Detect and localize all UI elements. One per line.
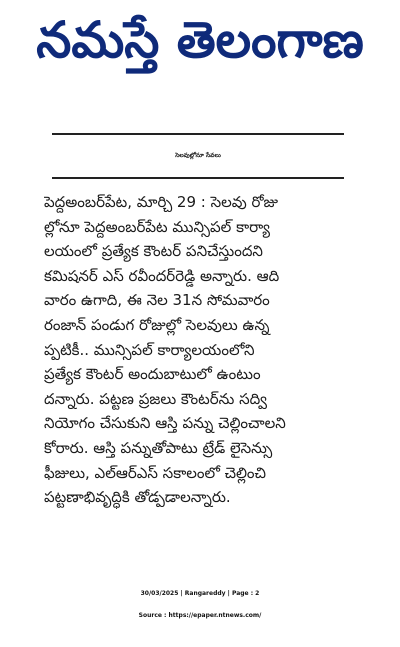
article-line: కోరారు. ఆస్తి పన్నుతోపాటు ట్రేడ్ లైసెన్సు	[44, 438, 273, 457]
article-line: ఫీజులు, ఎల్‌ఆర్‌ఎస్ సకాలంలో చెల్లించి	[44, 463, 267, 482]
article-line: లయంలో ప్రత్యేక కౌంటర్ పనిచేస్తుందని	[44, 242, 263, 261]
article-line: దన్నారు. పట్టణ ప్రజలు కౌంటర్‌ను సద్వి	[44, 389, 267, 408]
article-line: ప్పటికీ.. మున్సిపల్ కార్యాలయంలోని	[44, 340, 255, 359]
article-line: ప్రత్యేక కౌంటర్ అందుబాటులో ఉంటుం	[44, 365, 261, 384]
article-line: పట్టణాభివృద్ధికి తోడ్పడాలన్నారు.	[44, 488, 231, 507]
article-line: వారం ఉగాది, ఈ నెల 31న సోమవారం	[44, 291, 270, 310]
article-line: కమిషనర్ ఎస్ రవీందర్‌రెడ్డి అన్నారు. ఆది	[44, 266, 280, 285]
article-line: నియోగం చేసుకుని ఆస్తి పన్ను చెల్లించాలని	[44, 414, 286, 433]
newspaper-masthead	[0, 4, 400, 76]
article-headline: సెలవుల్లోనూ సేవలు	[175, 152, 221, 159]
page-footer	[0, 583, 400, 627]
article-body	[44, 190, 362, 510]
footer-meta: 30/03/2025 | Rangareddy | Page : 2	[140, 590, 260, 597]
headline-box	[52, 133, 344, 179]
article-line: పెద్దఅంబర్‌పేట, మార్చి 29 : సెలవు రోజు	[44, 193, 279, 211]
article-line: రంజాన్ పండుగ రోజుల్లో సెలవులు ఉన్న	[44, 315, 270, 334]
footer-source: Source : https://epaper.ntnews.com/	[138, 612, 262, 619]
masthead-title: నమస్తే తెలంగాణ	[36, 11, 364, 69]
article-line: ల్లోనూ పెద్దఅంబర్‌పేట మున్సిపల్ కార్యా	[44, 217, 271, 236]
